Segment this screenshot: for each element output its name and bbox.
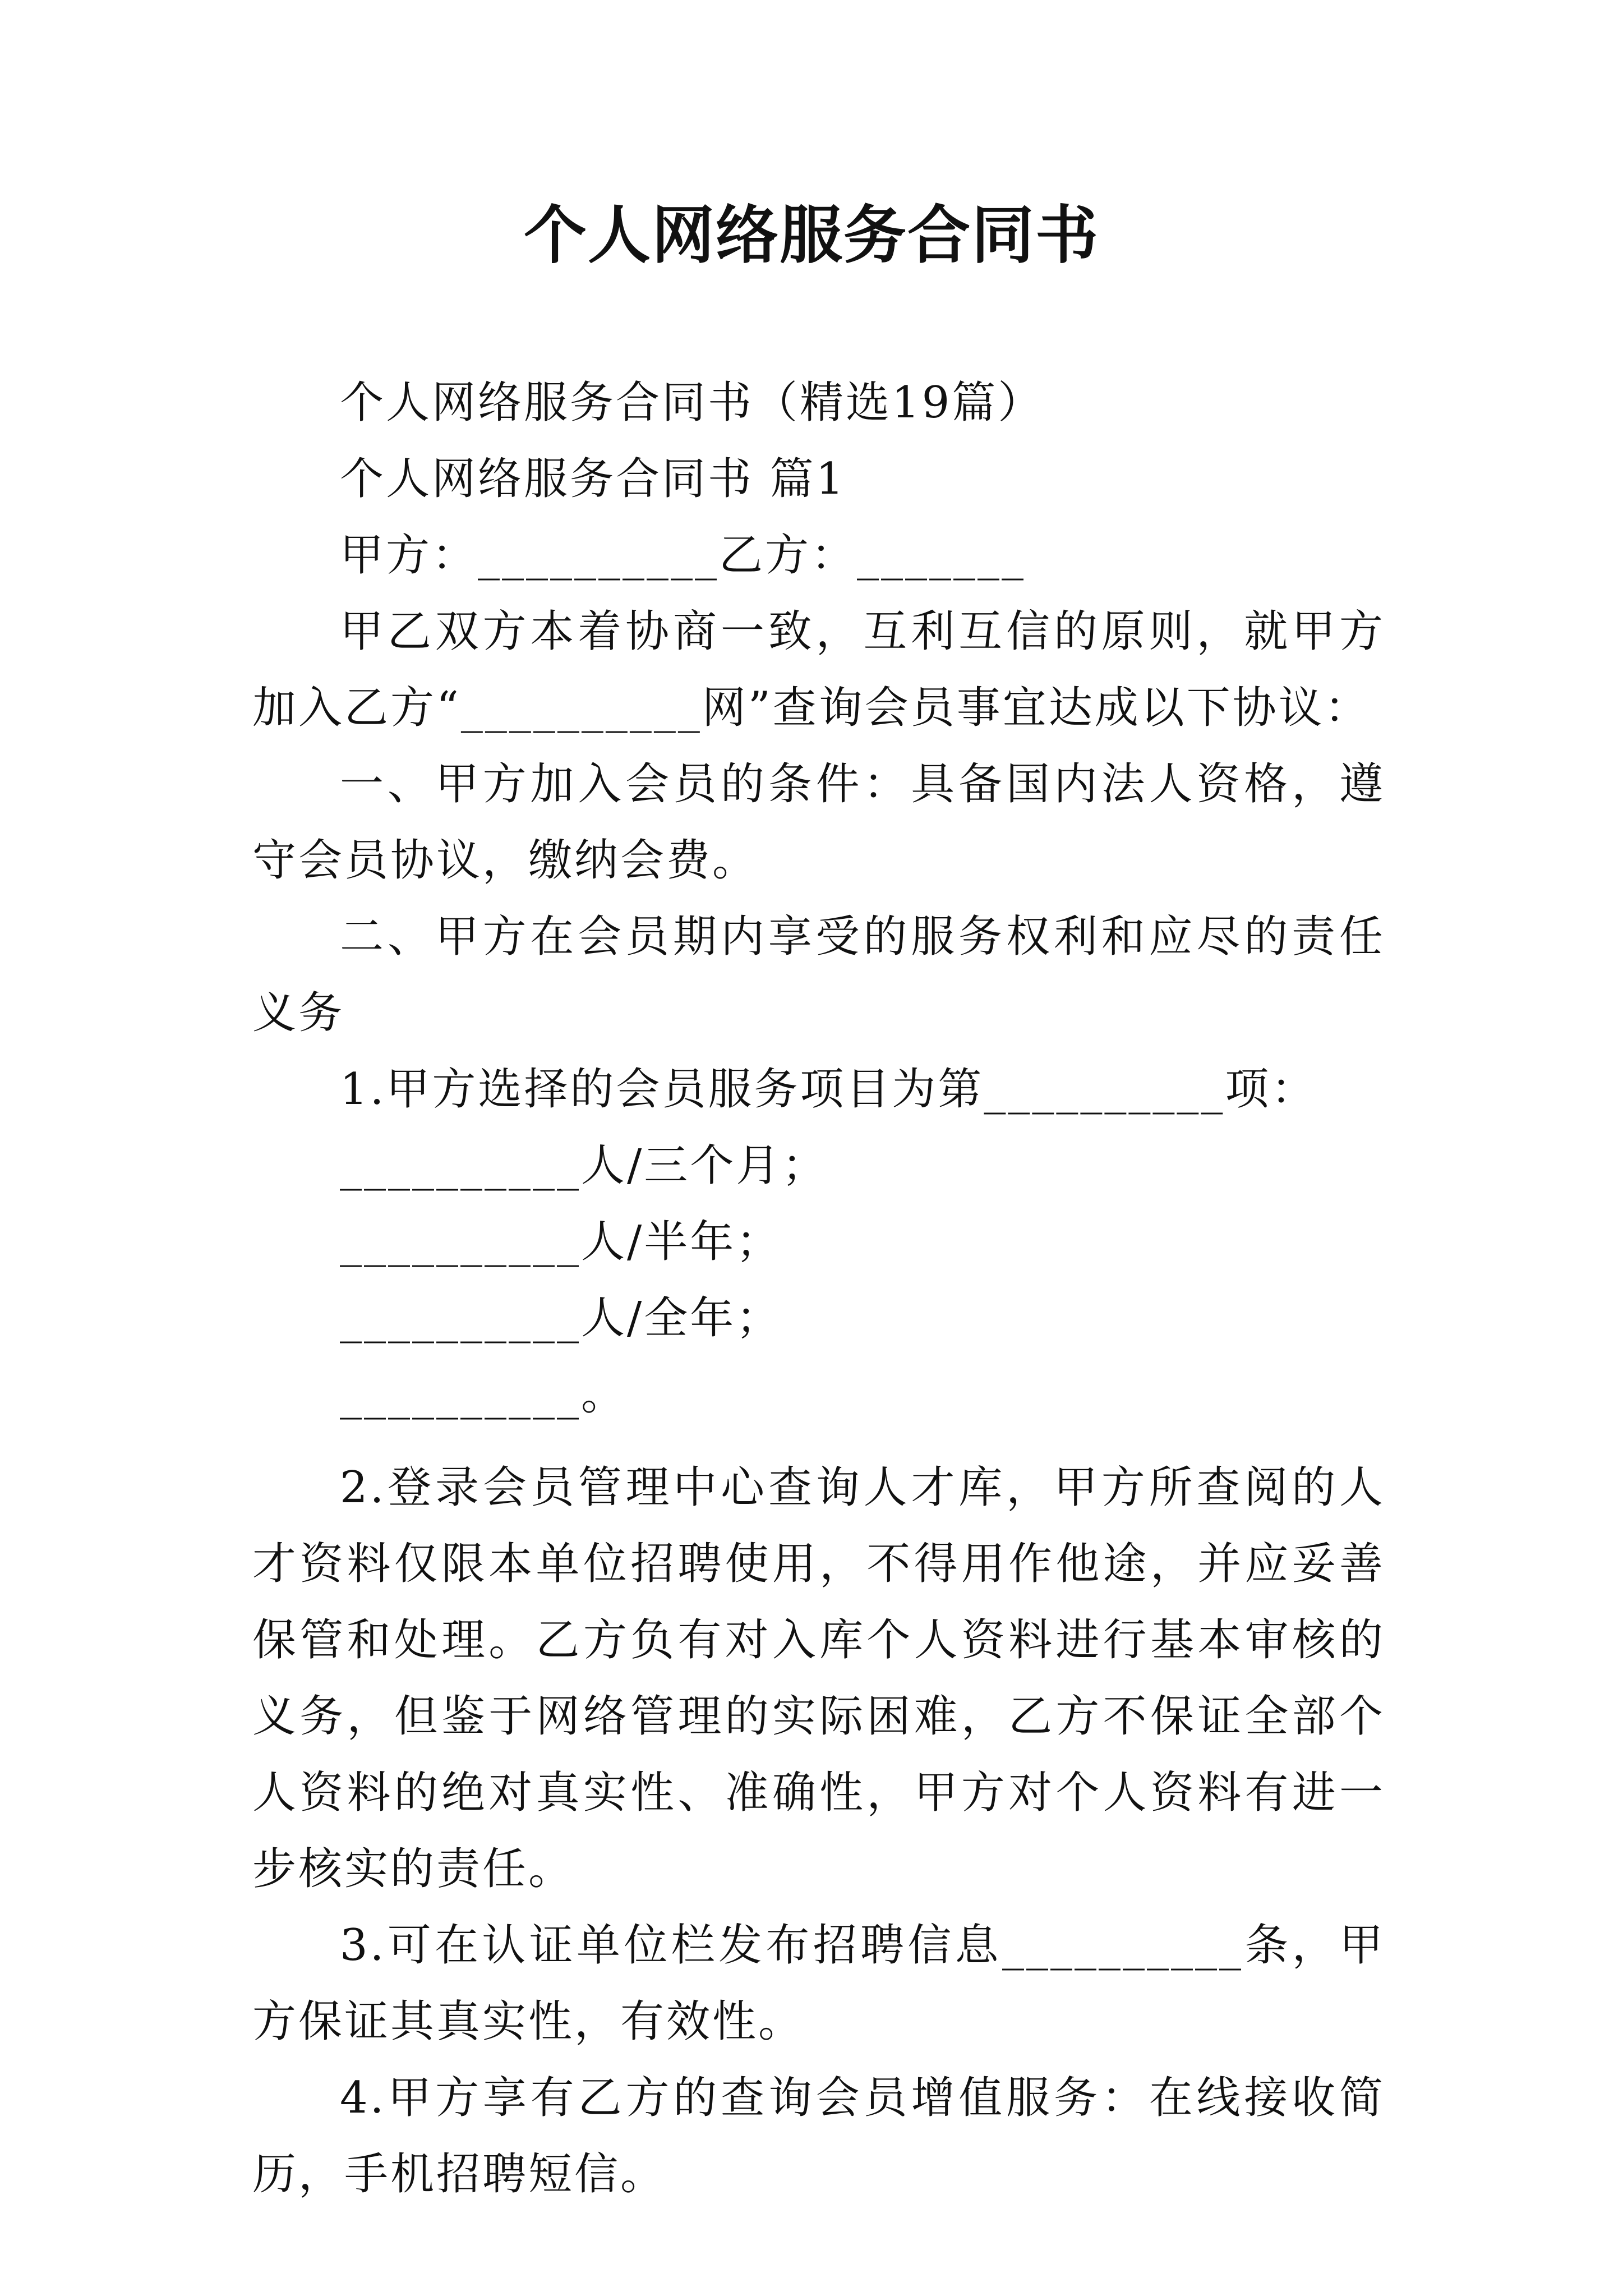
subtitle-paragraph: 个人网络服务合同书（精选19篇） <box>340 378 1044 428</box>
section-heading: 个人网络服务合同书 篇1 <box>340 454 846 504</box>
item-three: 3.可在认证单位栏发布招聘信息__________条，甲方保证其真实性，有效性。 <box>252 1920 1385 2047</box>
clause-one: 一、甲方加入会员的条件：具备国内法人资格，遵守会员协议，缴纳会费。 <box>252 759 1385 886</box>
intro-paragraph: 甲乙双方本着协商一致，互利互信的原则，就甲方加入乙方“__________网”查询会员事宜达成以下协议： <box>252 606 1385 733</box>
option-three-months: __________人/三个月； <box>340 1140 828 1191</box>
item-four: 4.甲方享有乙方的查询会员增值服务：在线接收简历，手机招聘短信。 <box>252 2073 1385 2200</box>
option-full-year: __________人/全年； <box>340 1293 782 1343</box>
clause-two: 二、甲方在会员期内享受的服务权利和应尽的责任义务 <box>252 912 1385 1038</box>
document-body <box>252 365 1385 2212</box>
parties-line: 甲方：__________乙方：_______ <box>340 530 1026 581</box>
option-blank: __________。 <box>340 1369 628 1420</box>
item-one: 1.甲方选择的会员服务项目为第__________项： <box>340 1064 1317 1115</box>
option-half-year: __________人/半年； <box>340 1217 782 1267</box>
document-title: 个人网络服务合同书 <box>524 199 1099 272</box>
item-two: 2.登录会员管理中心查询人才库，甲方所查阅的人才资料仅限本单位招聘使用，不得用作他途，并应妥善保管和处理。乙方负有对入库个人资料进行基本审核的义务，但鉴于网络管理的实际困难，乙方不保证全部个人资料的绝对真实性、准确性，甲方对个人资料有进一步核实的责任。 <box>252 1462 1385 1894</box>
